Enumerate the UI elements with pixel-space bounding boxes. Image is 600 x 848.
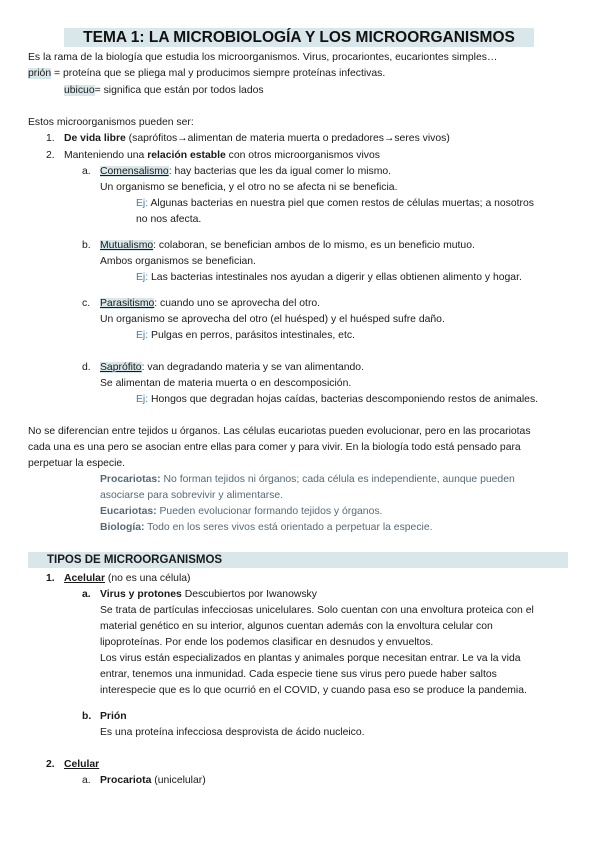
example-label: Ej: [136,330,149,341]
biologia-note [100,521,433,534]
prion-text: Es una proteína infecciosa desprovista de ácido nucleico. [100,727,365,738]
acelular-term: Acelular [64,573,106,584]
item-text: : colaboran, se benefician ambos de lo mismo, es un beneficio mutuo. [153,240,475,251]
mutualismo-line2: Ambos organismos se benefician. [100,256,256,267]
note-text: Todo en los seres vivos está orientado a perpetuar la especie. [144,522,433,533]
saprofito-example [136,393,538,406]
section-heading [28,552,568,568]
note-text: Pueden evolucionar formando tejidos y órganos. [156,506,383,517]
list-number: 1. [46,133,55,144]
note-label: Eucariotas: [100,506,157,517]
page-title: TEMA 1: LA MICROBIOLOGÍA Y LOS MICROORGANISMOS [64,28,534,47]
term: Comensalismo [100,166,169,177]
list-item-vida-libre [64,132,450,145]
prion-def-text: = proteína que se pliega mal y producimos siempre proteínas infectivas. [51,68,386,79]
item-text: (saprófitos→alimentan de materia muerta o predadores→seres vivos) [125,133,450,144]
tissues-line: perpetuar la especie. [28,458,126,469]
intro-line: Es la rama de la biología que estudia los microorganismos. Virus, procariontes, eucariontes simples… [28,52,498,63]
procariotas-note-cont: asociarse para sobrevivir y alimentarse. [100,490,284,501]
item-text: : van degradando materia y se van alimentando. [141,362,364,373]
sub-letter: a. [82,775,91,786]
mutualismo-example [136,271,522,284]
list-number: 2. [46,759,55,770]
list-number: 2. [46,150,55,161]
procariota-item [100,774,206,787]
comensalismo-example [136,197,534,210]
virus-paragraph-line: Se trata de partículas infecciosas unicelulares. Solo cuentan con una envoltura proteica con el [100,605,534,616]
note-text: No forman tejidos ni órganos; cada célula es independiente, aunque pueden [160,474,515,485]
virus-paragraph-line: Los virus están especializados en plantas y animales porque necesitan entrar. Le va la vida [100,653,521,664]
sub-letter: b. [82,240,91,251]
parasitismo-item [100,297,320,310]
acelular-item [64,572,191,585]
example-text: Pulgas en perros, parásitos intestinales, etc. [148,330,355,341]
prion-term: prión [28,68,52,79]
comensalismo-line2: Un organismo se beneficia, y el otro no se afecta ni se beneficia. [100,182,398,193]
ubicuo-term: ubicuo [64,85,95,96]
item-text: (unicelular) [151,775,206,786]
item-text: Manteniendo una [64,150,148,161]
note-label: Procariotas: [100,474,161,485]
example-label: Ej: [136,198,149,209]
saprofito-line2: Se alimentan de materia muerta o en descomposición. [100,378,352,389]
procariota-term: Procariota [100,775,152,786]
sub-letter: a. [82,589,91,600]
virus-paragraph-line: lipoproteínas. Por ende los podemos clasificar en desnudos y envueltos. [100,637,434,648]
term: Saprófito [100,362,142,373]
parasitismo-line2: Un organismo se aprovecha del otro (el huésped) y el huésped sufre daño. [100,314,445,325]
virus-paragraph-line: material genético en su interior, algunos cuentan además con la envoltura celular con [100,621,493,632]
procariotas-note [100,473,515,486]
prion-heading: Prión [100,711,127,722]
mutualismo-item [100,239,475,252]
list-item-relacion [64,149,380,162]
comensalismo-example-cont: no nos afecta. [136,214,202,225]
example-text: Algunas bacterias en nuestra piel que comen restos de células muertas; a nosotros [148,198,534,209]
tissues-line: cada una es una pero se asocian entre ellas para comer y para vivir. En la biología todo está pensado para [28,442,521,453]
example-text: Las bacterias intestinales nos ayudan a digerir y ellas obtienen alimento y hogar. [148,272,522,283]
ubicuo-def-text: = significa que están por todos lados [94,85,264,96]
eucariotas-note [100,505,382,518]
item-text: : cuando uno se aprovecha del otro. [154,298,321,309]
bold-term: De vida libre [64,133,126,144]
saprofito-item [100,361,364,374]
ubicuo-definition [64,84,264,97]
sub-letter: b. [82,711,92,722]
modes-lead: Estos microorganismos pueden ser: [28,117,194,128]
term: Mutualismo [100,240,154,251]
example-text: Hongos que degradan hojas caídas, bacterias descomponiendo restos de animales. [148,394,539,405]
virus-paragraph-line: entrar, tenemos una inmunidad. Cada especie tiene sus virus pero puede haber saltos [100,669,497,680]
list-number: 1. [46,573,55,584]
celular-heading: Celular [64,759,100,770]
item-text: (no es una célula) [105,573,191,584]
item-text: con otros microorganismos vivos [225,150,380,161]
section-heading-text: TIPOS DE MICROORGANISMOS [47,554,223,566]
prion-definition [28,67,385,80]
example-label: Ej: [136,394,149,405]
sub-letter: d. [82,362,91,373]
tissues-line: No se diferencian entre tejidos u órganos. Las células eucariotas pueden evolucionar, pero en las procariotas [28,426,531,437]
term: Parasitismo [100,298,155,309]
bold-term: relación estable [147,150,226,161]
virus-heading [100,588,317,601]
sub-letter: a. [82,166,91,177]
virus-label: Virus y protones [100,589,182,600]
virus-paragraph-line: interespecie que es lo que ocurrió en el COVID, y cuando pasa eso se produce la pandemia. [100,685,527,696]
item-text: : hay bacterias que les da igual comer lo mismo. [168,166,392,177]
note-label: Biología: [100,522,145,533]
sub-letter: c. [82,298,91,309]
virus-discoverer: Descubiertos por Iwanowsky [181,589,317,600]
comensalismo-item [100,165,391,178]
parasitismo-example [136,329,355,342]
example-label: Ej: [136,272,149,283]
